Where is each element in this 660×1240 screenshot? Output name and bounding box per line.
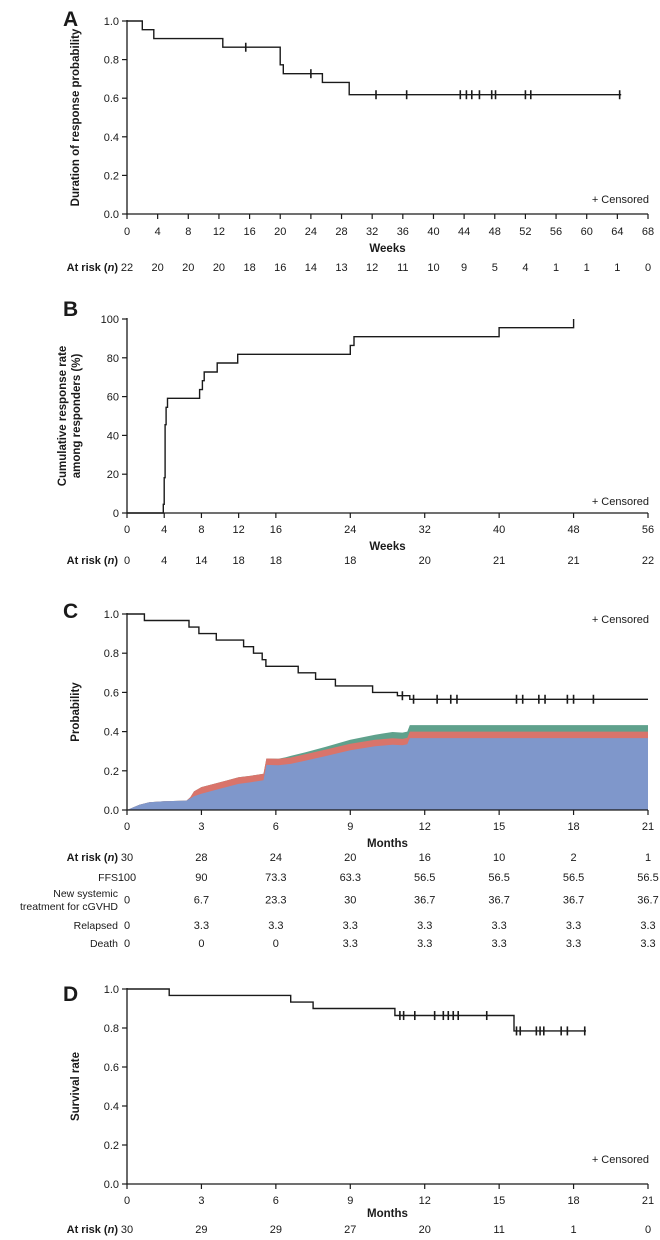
x-tick-label: 8 [198,524,205,536]
x-axis-title: Weeks [369,541,406,553]
table-value: 0 [198,938,205,950]
table-value: 100 [117,872,137,884]
table-value: 73.3 [265,872,287,884]
table-value: 0 [272,938,279,950]
table-value: 36.7 [488,894,510,907]
at-risk-value: 21 [493,555,506,567]
table-value: 3.3 [640,938,656,950]
at-risk-value: 16 [274,262,287,274]
x-tick-label: 4 [154,226,161,238]
table-value: 1 [644,852,652,864]
x-tick-label: 68 [641,226,655,238]
x-tick-label: 0 [123,821,131,833]
y-tick-label: 1.0 [103,984,119,996]
x-tick-label: 15 [493,821,506,833]
at-risk-value: 21 [567,555,580,567]
x-axis-title: Weeks [369,243,406,255]
table-value: 0 [123,894,131,907]
table-value: 3.3 [417,920,433,932]
legend-censored: + Censored [591,194,649,206]
at-risk-label: At risk (n) [66,555,118,567]
y-tick-label: 20 [106,469,119,482]
y-axis-title: among responders (%) [71,353,83,479]
table-value: 36.7 [414,894,436,907]
table-value: 30 [120,852,134,864]
y-tick-label: 0.2 [103,1140,119,1152]
at-risk-label: At risk (n) [66,852,118,864]
y-tick-label: 100 [100,314,119,326]
table-value: 3.3 [193,920,210,932]
x-tick-label: 3 [198,1195,205,1207]
x-tick-label: 9 [347,821,354,833]
at-risk-value: 20 [418,555,431,567]
table-value: 3.3 [342,938,358,950]
x-tick-label: 8 [185,226,192,238]
x-tick-label: 32 [366,226,379,238]
y-tick-label: 0 [112,508,119,520]
at-risk-value: 29 [195,1224,208,1236]
y-tick-label: 60 [106,391,119,404]
x-axis-title: Months [367,1208,408,1220]
y-tick-label: 40 [106,430,119,443]
at-risk-value: 13 [335,262,348,274]
y-tick-label: 0.8 [103,648,119,661]
km-curve [127,21,621,95]
at-risk-value: 18 [269,555,282,567]
x-tick-label: 60 [580,226,593,238]
x-tick-label: 36 [396,226,409,238]
table-row-label: treatment for cGVHD [19,901,118,913]
at-risk-value: 22 [641,555,655,567]
x-tick-label: 40 [427,226,440,238]
table-row-label: Death [89,938,118,950]
y-tick-label: 0.8 [103,54,119,67]
at-risk-value: 0 [644,1224,652,1236]
at-risk-value: 20 [418,1224,431,1236]
at-risk-value: 10 [427,262,440,274]
panel-b [57,298,654,567]
x-tick-label: 12 [212,226,226,238]
legend-censored: + Censored [591,496,649,508]
y-tick-label: 0.0 [103,209,119,221]
table-value: 24 [269,852,282,864]
table-row-label: New systemic [53,888,118,900]
table-value: 0 [123,920,131,932]
x-tick-label: 21 [641,821,655,833]
table-value: 3.3 [565,920,582,932]
y-tick-label: 0.4 [103,1101,119,1113]
at-risk-value: 9 [461,262,468,274]
x-tick-label: 64 [611,226,624,238]
y-axis-title: Survival rate [70,1051,82,1122]
table-row-label: Relapsed [73,920,118,932]
table-value: 3.3 [342,920,358,932]
y-axis-title: Probability [70,682,82,742]
panel-label-c: C [63,600,79,623]
table-value: 36.7 [562,894,585,907]
x-axis-title: Months [367,838,408,850]
y-tick-label: 1.0 [103,609,119,621]
x-tick-label: 48 [567,524,580,536]
y-tick-label: 0.2 [103,765,119,778]
y-tick-label: 0.6 [103,93,119,106]
table-value: 3.3 [565,938,582,950]
y-axis-title: Duration of response probability [70,28,82,207]
table-value: 3.3 [491,938,507,950]
table-value: 0 [123,938,131,950]
x-tick-label: 9 [347,1195,354,1207]
legend-censored: + Censored [591,614,649,626]
at-risk-value: 30 [120,1224,134,1236]
table-value: 3.3 [640,920,656,932]
x-tick-label: 0 [123,524,131,536]
at-risk-value: 18 [243,262,256,274]
y-tick-label: 0.8 [103,1023,119,1035]
x-tick-label: 3 [198,821,205,833]
at-risk-value: 4 [161,555,168,567]
panel-label-a: A [63,8,79,31]
at-risk-value: 22 [120,262,134,274]
x-tick-label: 56 [549,226,563,238]
x-tick-label: 16 [269,524,282,536]
panel-label-b: B [63,298,79,321]
x-tick-label: 18 [567,821,580,833]
x-tick-label: 15 [493,1195,506,1207]
at-risk-value: 1 [570,1224,577,1236]
at-risk-value: 18 [232,555,245,567]
x-tick-label: 52 [519,226,532,238]
at-risk-value: 0 [644,262,652,274]
x-tick-label: 24 [344,524,357,536]
km-curve [127,989,586,1031]
panel-c [20,600,659,950]
at-risk-value: 18 [344,555,357,567]
at-risk-value: 4 [522,262,529,274]
y-tick-label: 0.0 [103,805,119,817]
y-tick-label: 0.6 [103,687,119,700]
at-risk-value: 20 [151,262,164,274]
x-tick-label: 24 [304,226,318,238]
table-value: 56.5 [414,872,436,884]
x-tick-label: 40 [493,524,506,536]
table-value: 3.3 [491,920,507,932]
panel-label-d: D [63,983,79,1006]
legend-censored: + Censored [591,1154,649,1166]
x-tick-label: 18 [567,1195,580,1207]
y-tick-label: 80 [106,352,119,365]
km-curve [127,319,574,513]
at-risk-value: 14 [195,555,208,567]
panel-d [63,983,654,1236]
x-tick-label: 56 [641,524,655,536]
at-risk-value: 11 [493,1224,505,1236]
area-new-systemic-treatment-for-cgvhd [127,738,648,810]
table-value: 3.3 [268,920,284,932]
table-value: 36.7 [637,894,659,907]
at-risk-label: At risk (n) [66,1224,118,1236]
at-risk-value: 27 [344,1224,357,1236]
km-curve [127,614,648,699]
x-tick-label: 0 [123,226,131,238]
x-tick-label: 0 [123,1195,131,1207]
y-tick-label: 0.4 [103,726,119,739]
at-risk-value: 20 [182,262,195,274]
table-value: 30 [344,894,357,907]
table-value: 56.5 [562,872,585,884]
table-value: 90 [195,872,208,884]
table-value: 56.5 [637,872,659,884]
table-value: 10 [493,852,506,864]
at-risk-value: 11 [397,262,409,274]
panel-a [63,8,654,274]
y-tick-label: 0.4 [103,131,119,144]
table-value: 23.3 [265,894,287,907]
at-risk-value: 12 [366,262,379,274]
y-tick-label: 0.2 [103,170,119,183]
table-value: 16 [418,852,431,864]
y-tick-label: 0.6 [103,1062,119,1074]
y-axis-title: Cumulative response rate [57,345,69,487]
at-risk-value: 20 [212,262,226,274]
table-value: 2 [570,852,577,864]
x-tick-label: 6 [272,1195,279,1207]
at-risk-label: At risk (n) [66,262,118,274]
table-value: 63.3 [339,872,361,884]
table-value: 3.3 [417,938,433,950]
at-risk-value: 5 [491,262,498,274]
x-tick-label: 20 [274,226,287,238]
x-tick-label: 44 [457,226,471,238]
x-tick-label: 21 [641,1195,655,1207]
x-tick-label: 16 [243,226,256,238]
x-tick-label: 48 [488,226,501,238]
at-risk-value: 1 [552,262,560,274]
y-tick-label: 0.0 [103,1179,119,1191]
at-risk-value: 0 [123,555,131,567]
x-tick-label: 32 [418,524,431,536]
x-tick-label: 12 [418,1195,431,1207]
x-tick-label: 28 [335,226,348,238]
table-value: 56.5 [488,872,510,884]
table-row-label: FFS [98,872,118,884]
table-value: 6.7 [193,894,210,907]
table-value: 20 [344,852,357,864]
x-tick-label: 12 [232,524,245,536]
at-risk-value: 1 [583,262,590,274]
x-tick-label: 4 [161,524,168,536]
at-risk-value: 29 [269,1224,282,1236]
x-tick-label: 12 [418,821,431,833]
y-tick-label: 1.0 [103,16,119,28]
x-tick-label: 6 [272,821,279,833]
at-risk-value: 14 [304,262,318,274]
table-value: 28 [195,852,208,864]
at-risk-value: 1 [614,262,621,274]
